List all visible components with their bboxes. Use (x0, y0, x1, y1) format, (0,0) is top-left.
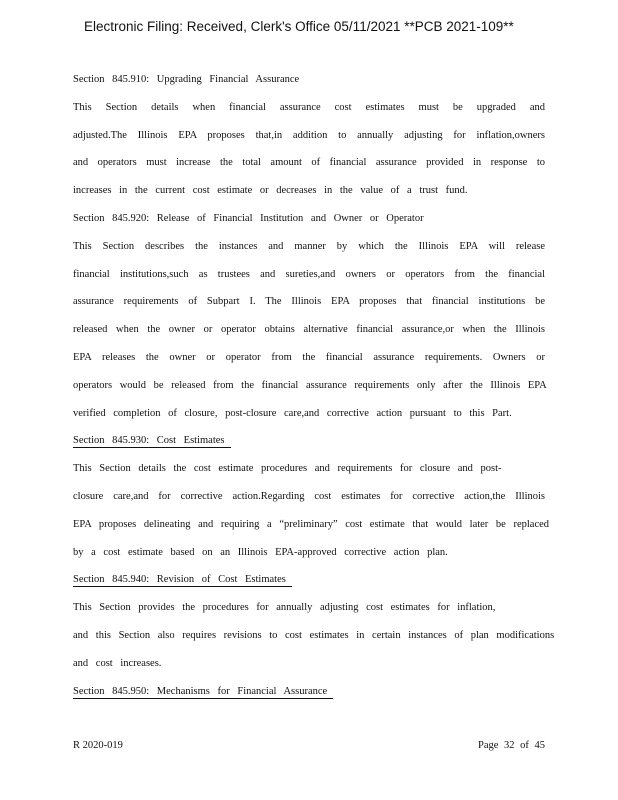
paragraph-line: and this Section also requires revisions to cost estimates in certain instances of plan modifications (73, 629, 555, 641)
paragraph-line: increases in the current cost estimate or decreases in the value of a trust fund. (73, 185, 468, 197)
paragraph-line: assurance requirements of Subpart I. The Illinois EPA proposes that financial institutions be (73, 296, 545, 308)
paragraph-line: released when the owner or operator obtains alternative financial assurance,or when the Illinois (73, 324, 545, 336)
paragraph-line: financial institutions,such as trustees and sureties,and owners or operators from the financial (73, 268, 545, 280)
paragraph-line: and cost increases. (73, 657, 162, 669)
paragraph-line: This Section details when financial assurance cost estimates must be upgraded and (73, 101, 545, 113)
section-heading: Section 845.920: Release of Financial Institution and Owner or Operator (73, 212, 424, 224)
paragraph-line: EPA releases the owner or operator from the financial assurance requirements. Owners or (73, 351, 545, 363)
paragraph-line: This Section describes the instances and manner by which the Illinois EPA will release (73, 240, 545, 252)
section-heading-text: Section 845.930: Cost Estimates (73, 434, 231, 448)
page-number: Page 32 of 45 (478, 740, 546, 751)
paragraph-line: by a cost estimate based on an Illinois EPA-approved corrective action plan. (73, 546, 448, 558)
docket-number: R 2020-019 (73, 740, 123, 751)
section-heading: Section 845.910: Upgrading Financial Assurance (73, 74, 300, 85)
filing-stamp: Electronic Filing: Received, Clerk's Office 05/11/2021 **PCB 2021-109** (84, 19, 514, 34)
document-body (73, 66, 555, 705)
paragraph-line: This Section provides the procedures for annually adjusting cost estimates for inflation, (73, 602, 496, 614)
paragraph-line: and operators must increase the total amount of financial assurance provided in response to (73, 157, 545, 169)
section-heading-underlined (73, 427, 545, 455)
paragraph-line: adjusted.The Illinois EPA proposes that,in addition to annually adjusting for inflation,owners (73, 129, 545, 141)
paragraph-line: EPA proposes delineating and requiring a “preliminary” cost estimate that would later be replaced (73, 518, 550, 530)
section-heading-underlined (73, 678, 545, 706)
section-heading-text: Section 845.940: Revision of Cost Estimates (73, 573, 292, 587)
paragraph-line: operators would be released from the financial assurance requirements only after the Illinois EPA (73, 379, 547, 391)
paragraph-line: verified completion of closure, post-closure care,and corrective action pursuant to this Part. (73, 407, 512, 419)
paragraph-line: This Section details the cost estimate procedures and requirements for closure and post- (73, 463, 502, 475)
section-heading-text: Section 845.950: Mechanisms for Financial Assurance (73, 685, 333, 699)
paragraph-line: closure care,and for corrective action.Regarding cost estimates for corrective action,the Illinois (73, 490, 545, 502)
section-heading-underlined (73, 566, 545, 594)
